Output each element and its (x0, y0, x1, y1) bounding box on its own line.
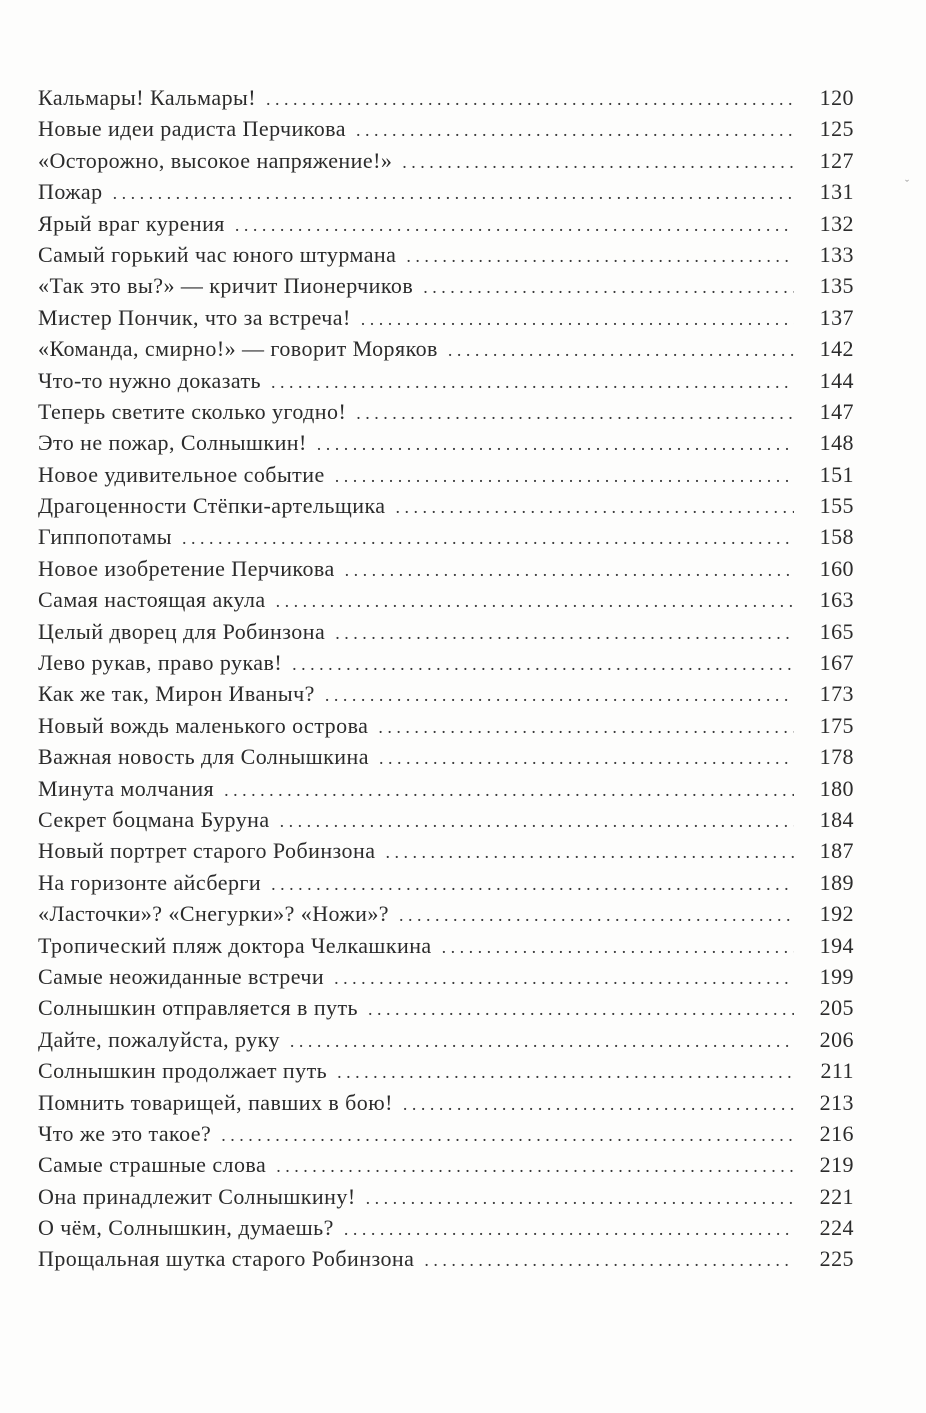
toc-entry (38, 1087, 854, 1118)
toc-entry (38, 804, 854, 835)
table-of-contents (38, 82, 854, 1275)
toc-dot-leader (361, 304, 794, 335)
toc-entry-page-number: 221 (819, 1183, 854, 1209)
toc-entry-title: Как же так, Мирон Иваныч? (38, 681, 315, 707)
toc-dot-leader (292, 649, 794, 680)
toc-entry-page-number: 216 (819, 1120, 854, 1146)
toc-entry (38, 176, 854, 207)
toc-entry (38, 647, 854, 678)
toc-entry (38, 1243, 854, 1274)
toc-entry (38, 773, 854, 804)
toc-entry-page-number: 160 (819, 555, 854, 581)
toc-dot-leader (366, 1183, 794, 1214)
toc-entry (38, 1212, 854, 1243)
toc-entry-title: Минута молчания (38, 775, 215, 801)
toc-entry-title: Кальмары! Кальмары! (38, 85, 257, 110)
toc-dot-leader (317, 429, 794, 460)
toc-dot-leader (221, 1120, 794, 1151)
toc-entry-page-number: 163 (819, 587, 854, 613)
toc-entry (38, 741, 854, 772)
toc-entry (38, 396, 854, 427)
toc-dot-leader (396, 492, 794, 523)
toc-dot-leader (442, 932, 794, 963)
toc-dot-leader (113, 178, 794, 209)
toc-entry-title: Что-то нужно доказать (38, 367, 262, 393)
toc-dot-leader (379, 743, 794, 774)
toc-entry (38, 270, 854, 301)
toc-entry-page-number: 224 (819, 1215, 854, 1241)
toc-entry (38, 333, 854, 364)
margin-mark: ˇ (905, 177, 909, 191)
toc-dot-leader (378, 712, 794, 743)
toc-dot-leader (385, 837, 794, 868)
toc-entry-title: Теперь светите сколько угодно! (38, 398, 347, 424)
toc-entry-title: «Команда, смирно!» — говорит Моряков (38, 336, 438, 362)
toc-entry-page-number: 120 (819, 85, 854, 110)
toc-dot-leader (399, 900, 794, 931)
toc-entry-title: Мистер Пончик, что за встреча! (38, 304, 351, 330)
toc-entry-title: Ярый враг курения (38, 210, 225, 236)
toc-dot-leader (266, 84, 794, 115)
toc-entry-title: Секрет боцмана Буруна (38, 806, 270, 832)
toc-entry-title: Самая настоящая акула (38, 587, 266, 613)
toc-entry-title: Новый вождь маленького острова (38, 712, 369, 738)
toc-entry-title: Самые неожиданные встречи (38, 963, 325, 989)
toc-entry (38, 616, 854, 647)
toc-entry (38, 459, 854, 490)
toc-entry (38, 113, 854, 144)
toc-entry-page-number: 165 (819, 618, 854, 644)
toc-entry-title: Новое изобретение Перчикова (38, 555, 335, 581)
toc-entry-page-number: 184 (819, 806, 854, 832)
toc-entry-title: Новый портрет старого Робинзона (38, 838, 376, 864)
toc-entry-title: Самый горький час юного штурмана (38, 241, 397, 267)
toc-entry-title: «Осторожно, высокое напряжение!» (38, 147, 393, 173)
toc-entry (38, 961, 854, 992)
toc-entry-page-number: 127 (819, 147, 854, 173)
toc-entry-page-number: 187 (819, 838, 854, 864)
toc-entry-page-number: 148 (819, 430, 854, 456)
toc-entry-title: Это не пожар, Солнышкин! (38, 430, 307, 456)
toc-dot-leader (271, 869, 794, 900)
toc-entry (38, 145, 854, 176)
toc-dot-leader (345, 555, 794, 586)
toc-entry (38, 835, 854, 866)
toc-entry-page-number: 178 (819, 744, 854, 770)
toc-dot-leader (325, 680, 794, 711)
toc-entry-page-number: 135 (819, 273, 854, 299)
toc-entry-page-number: 192 (819, 901, 854, 927)
toc-entry-title: Тропический пляж доктора Челкашкина (38, 932, 432, 958)
toc-entry-page-number: 175 (819, 712, 854, 738)
toc-entry (38, 992, 854, 1023)
toc-dot-leader (356, 398, 794, 429)
toc-entry-page-number: 151 (819, 461, 854, 487)
toc-entry (38, 365, 854, 396)
toc-entry (38, 302, 854, 333)
toc-entry-title: Лево рукав, право рукав! (38, 650, 283, 676)
toc-entry-page-number: 158 (819, 524, 854, 550)
toc-entry-title: На горизонте айсберги (38, 869, 262, 895)
toc-entry-page-number: 205 (819, 995, 854, 1021)
toc-dot-leader (224, 775, 794, 806)
toc-entry (38, 898, 854, 929)
toc-entry-page-number: 225 (819, 1246, 854, 1272)
toc-entry-page-number: 132 (819, 210, 854, 236)
toc-entry (38, 427, 854, 458)
toc-entry-page-number: 133 (819, 241, 854, 267)
toc-entry-page-number: 144 (819, 367, 854, 393)
toc-entry-title: О чём, Солнышкин, думаешь? (38, 1215, 334, 1241)
toc-entry-page-number: 189 (819, 869, 854, 895)
toc-entry-title: Важная новость для Солнышкина (38, 744, 369, 770)
toc-entry-title: Помнить товарищей, павших в бою! (38, 1089, 393, 1115)
toc-dot-leader (290, 1026, 794, 1057)
toc-dot-leader (356, 115, 794, 146)
toc-entry-title: Новые идеи радиста Перчикова (38, 116, 346, 142)
toc-entry-title: Новое удивительное событие (38, 461, 325, 487)
toc-entry-title: Пожар (38, 179, 103, 205)
toc-entry-title: Что же это такое? (38, 1120, 212, 1146)
toc-entry-title: Дайте, пожалуйста, руку (38, 1026, 280, 1052)
toc-dot-leader (182, 523, 794, 554)
toc-entry (38, 490, 854, 521)
toc-entry-page-number: 125 (819, 116, 854, 142)
toc-dot-leader (423, 272, 794, 303)
toc-entry (38, 930, 854, 961)
toc-entry (38, 584, 854, 615)
toc-entry-page-number: 219 (819, 1152, 854, 1178)
toc-entry-page-number: 131 (819, 179, 854, 205)
toc-dot-leader (235, 210, 794, 241)
toc-entry (38, 208, 854, 239)
toc-entry (38, 1024, 854, 1055)
toc-entry-page-number: 199 (819, 963, 854, 989)
toc-entry (38, 239, 854, 270)
toc-entry-page-number: 206 (819, 1026, 854, 1052)
toc-entry (38, 1118, 854, 1149)
toc-dot-leader (271, 367, 794, 398)
toc-dot-leader (280, 806, 794, 837)
toc-entry-page-number: 167 (819, 650, 854, 676)
toc-dot-leader (424, 1245, 794, 1276)
toc-entry-title: Солнышкин отправляется в путь (38, 995, 359, 1021)
toc-entry-title: Она принадлежит Солнышкину! (38, 1183, 356, 1209)
toc-dot-leader (334, 963, 794, 994)
toc-dot-leader (344, 1214, 794, 1245)
toc-dot-leader (276, 1151, 794, 1182)
toc-entry-page-number: 180 (819, 775, 854, 801)
toc-dot-leader (337, 1057, 794, 1088)
toc-dot-leader (368, 994, 794, 1025)
toc-dot-leader (403, 1089, 794, 1120)
toc-dot-leader (276, 586, 794, 617)
toc-entry-title: «Так это вы?» — кричит Пионерчиков (38, 273, 414, 299)
toc-entry-page-number: 147 (819, 398, 854, 424)
toc-dot-leader (448, 335, 794, 366)
toc-entry (38, 1181, 854, 1212)
toc-dot-leader (335, 461, 794, 492)
toc-entry-title: Гиппопотамы (38, 524, 172, 550)
toc-entry-page-number: 213 (819, 1089, 854, 1115)
toc-entry-title: «Ласточки»? «Снегурки»? «Ножи»? (38, 901, 389, 927)
toc-entry-title: Драгоценности Стёпки-артельщика (38, 493, 386, 519)
toc-entry (38, 553, 854, 584)
toc-entry-page-number: 211 (820, 1058, 854, 1084)
toc-entry-page-number: 137 (819, 304, 854, 330)
toc-entry-page-number: 142 (819, 336, 854, 362)
toc-entry (38, 1055, 854, 1086)
toc-entry-title: Самые страшные слова (38, 1152, 267, 1178)
toc-entry-page-number: 155 (819, 493, 854, 519)
toc-entry (38, 521, 854, 552)
toc-entry (38, 678, 854, 709)
toc-entry-title: Прощальная шутка старого Робинзона (38, 1246, 415, 1272)
toc-entry (38, 1149, 854, 1180)
toc-dot-leader (402, 147, 794, 178)
toc-entry-page-number: 173 (819, 681, 854, 707)
toc-dot-leader (406, 241, 794, 272)
toc-entry (38, 710, 854, 741)
toc-entry (38, 867, 854, 898)
toc-dot-leader (335, 618, 794, 649)
toc-entry-title: Солнышкин продолжает путь (38, 1058, 328, 1084)
toc-entry-title: Целый дворец для Робинзона (38, 618, 326, 644)
toc-entry (38, 82, 854, 113)
toc-entry-page-number: 194 (819, 932, 854, 958)
